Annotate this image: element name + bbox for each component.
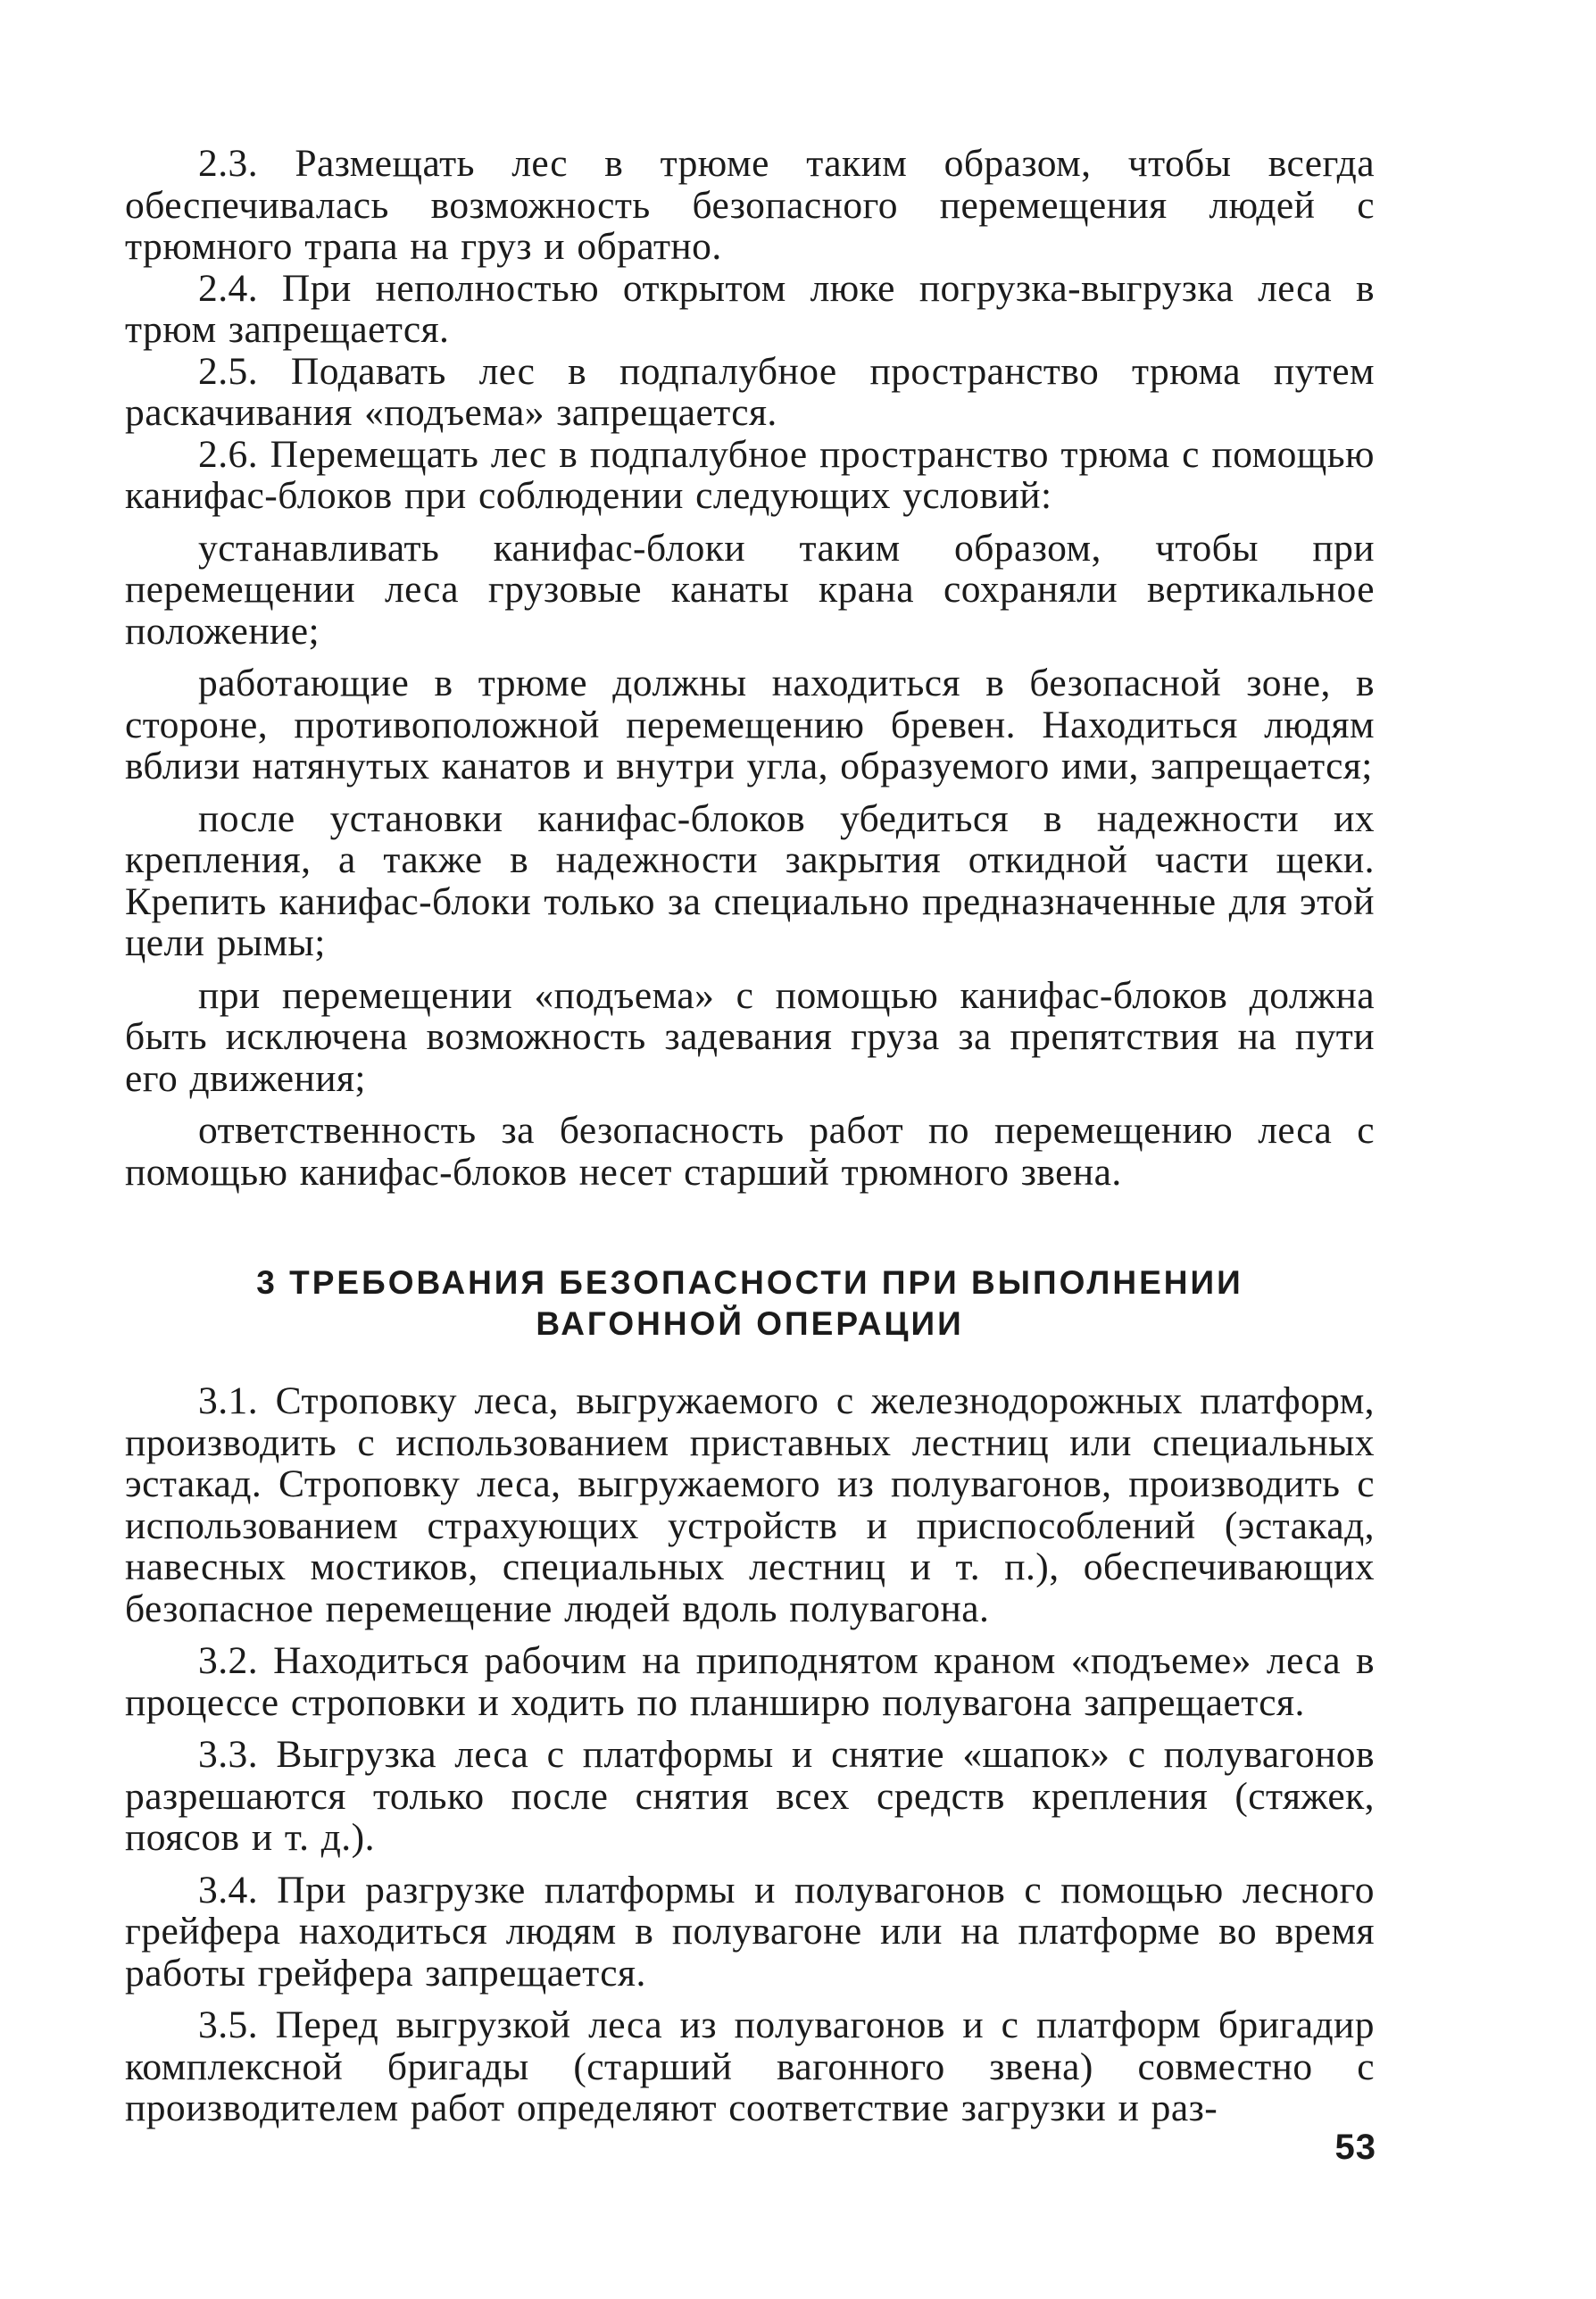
paragraph-3-5: 3.5. Перед выгрузкой леса из полувагонов и с платформ бригадир комплексной бригады (старший вагонного звена) совместно с производителем работ определяют соответствие загрузки и раз- xyxy=(125,2003,1375,2129)
paragraph-3-4: 3.4. При разгрузке платформы и полувагонов с помощью лесного грейфера находиться людям в полувагоне или на платформе во время работы грейфера запрещается. xyxy=(125,1868,1375,1995)
paragraph-3-1: 3.1. Строповку леса, выгружаемого с железнодорожных платформ, производить с использованием приставных лестниц или специальных эстакад. Строповку леса, выгружаемого из полувагонов, производить с использованием страхующих устройств и приспособлений (эстакад, навесных мостиков, специальных лестниц и т. п.), обеспечивающих безопасное перемещение людей вдоль полувагона. xyxy=(125,1379,1375,1630)
condition-item: после установки канифас-блоков убедиться в надежности их крепления, а также в надежности закрытия откидной части щеки. Крепить канифас-блоки только за специально предназначенные для этой цели рымы; xyxy=(125,796,1375,964)
page-number: 53 xyxy=(1334,2128,1376,2167)
page-body xyxy=(125,143,1375,2129)
section-3-heading-line-1: 3 ТРЕБОВАНИЯ БЕЗОПАСНОСТИ ПРИ ВЫПОЛНЕНИИ xyxy=(256,1264,1243,1301)
paragraph-3-2: 3.2. Находиться рабочим на приподнятом краном «подъеме» леса в процессе строповки и ходить по планширю полувагона запрещается. xyxy=(125,1639,1375,1724)
paragraph-3-3: 3.3. Выгрузка леса с платформы и снятие «шапок» с полувагонов разрешаются только после снятия всех средств крепления (стяжек, поясов и т. д.). xyxy=(125,1733,1375,1859)
paragraph-2-5: 2.5. Подавать лес в подпалубное пространство трюма путем раскачивания «подъема» запрещается. xyxy=(125,349,1375,434)
condition-item: работающие в трюме должны находиться в безопасной зоне, в стороне, противоположной перемещению бревен. Находиться людям вблизи натянутых канатов и внутри угла, образуемого ими, запрещается; xyxy=(125,662,1375,787)
section-3-heading-line-2: ВАГОННОЙ ОПЕРАЦИИ xyxy=(536,1305,964,1342)
paragraph-2-4: 2.4. При неполностью открытом люке погрузка-выгрузка леса в трюм запрещается. xyxy=(125,266,1375,351)
section-3-heading xyxy=(125,1262,1375,1345)
condition-item: ответственность за безопасность работ по перемещению леса с помощью канифас-блоков несет старший трюмного звена. xyxy=(125,1109,1375,1194)
condition-item: при перемещении «подъема» с помощью канифас-блоков должна быть исключена возможность задевания груза за препятствия на пути его движения; xyxy=(125,973,1375,1100)
paragraph-2-6: 2.6. Перемещать лес в подпалубное пространство трюма с помощью канифас-блоков при соблюдении следующих условий: xyxy=(125,432,1375,517)
condition-item: устанавливать канифас-блоки таким образом, чтобы при перемещении леса грузовые канаты крана сохраняли вертикальное положение; xyxy=(125,526,1375,653)
paragraph-2-3: 2.3. Размещать лес в трюме таким образом, чтобы всегда обеспечивалась возможность безопасного перемещения людей с трюмного трапа на груз и обратно. xyxy=(125,142,1375,268)
